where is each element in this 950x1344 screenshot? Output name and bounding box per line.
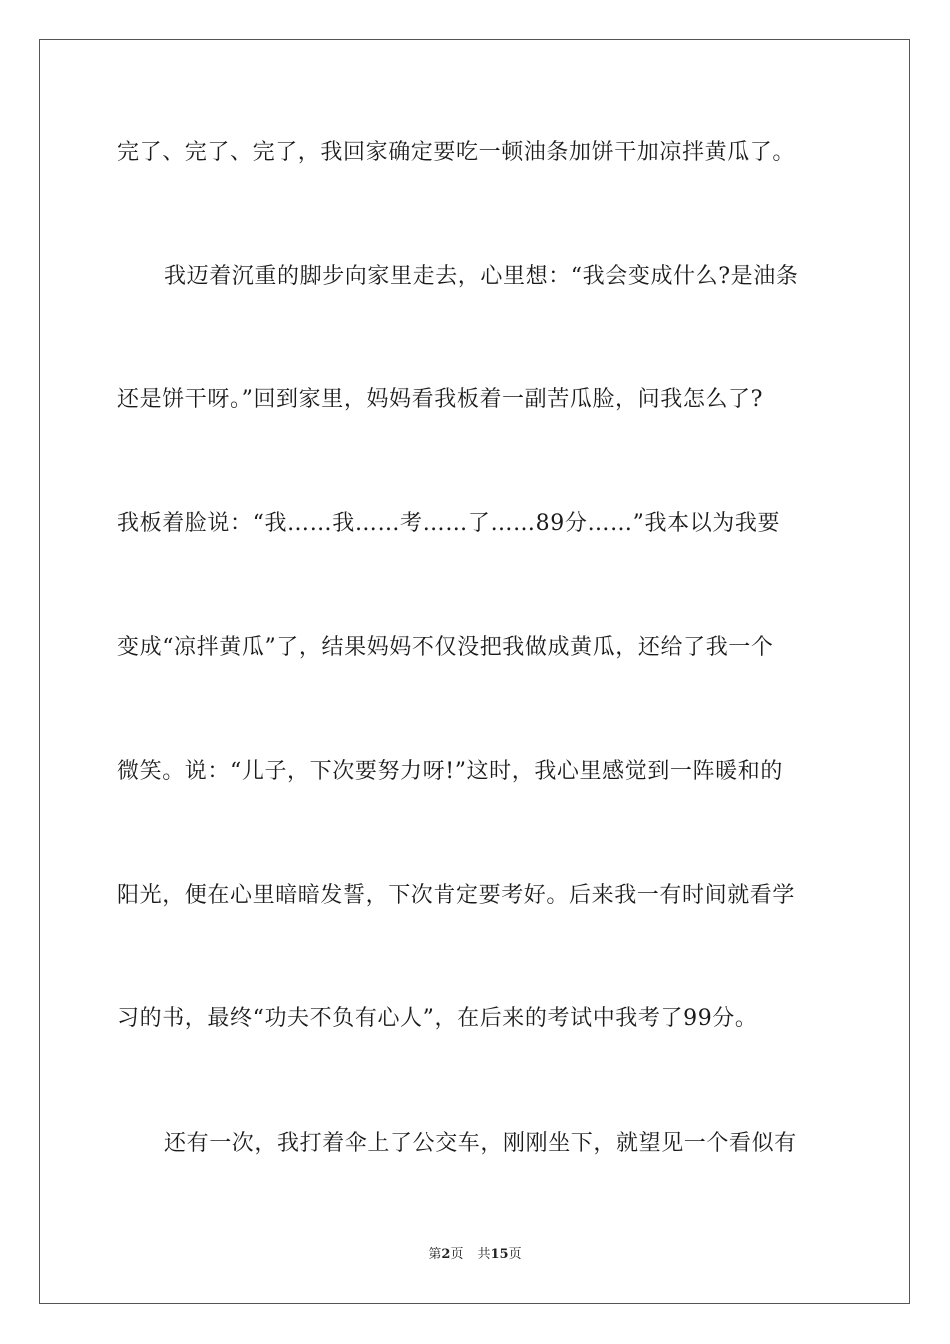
text-line-6: 微笑。说：“儿子，下次要努力呀!”这时，我心里感觉到一阵暖和的	[117, 759, 783, 784]
page-footer	[0, 1246, 950, 1264]
text-line-4: 我板着脸说：“我……我……考……了……89分……”我本以为我要	[117, 511, 781, 536]
text-line-3: 还是饼干呀。”回到家里，妈妈看我板着一副苦瓜脸，问我怎么了?	[117, 387, 764, 412]
current-page-number: 2	[441, 1247, 451, 1262]
page-label-prefix: 第	[428, 1247, 442, 1262]
total-page-count: 15	[490, 1247, 509, 1262]
page-label-suffix: 页	[450, 1247, 464, 1262]
total-label-prefix: 共	[477, 1247, 491, 1262]
page-border	[39, 39, 910, 1304]
text-line-7: 阳光，便在心里暗暗发誓，下次肯定要考好。后来我一有时间就看学	[117, 883, 796, 908]
text-line-8: 习的书，最终“功夫不负有心人”，在后来的考试中我考了99分。	[117, 1006, 758, 1031]
text-line-1: 完了、完了、完了，我回家确定要吃一顿油条加饼干加凉拌黄瓜了。	[117, 140, 796, 165]
text-line-9: 还有一次，我打着伞上了公交车，刚刚坐下，就望见一个看似有	[164, 1131, 797, 1156]
text-line-2: 我迈着沉重的脚步向家里走去，心里想：“我会变成什么?是油条	[164, 264, 799, 289]
total-label-suffix: 页	[508, 1247, 522, 1262]
text-line-5: 变成“凉拌黄瓜”了，结果妈妈不仅没把我做成黄瓜，还给了我一个	[117, 635, 774, 660]
